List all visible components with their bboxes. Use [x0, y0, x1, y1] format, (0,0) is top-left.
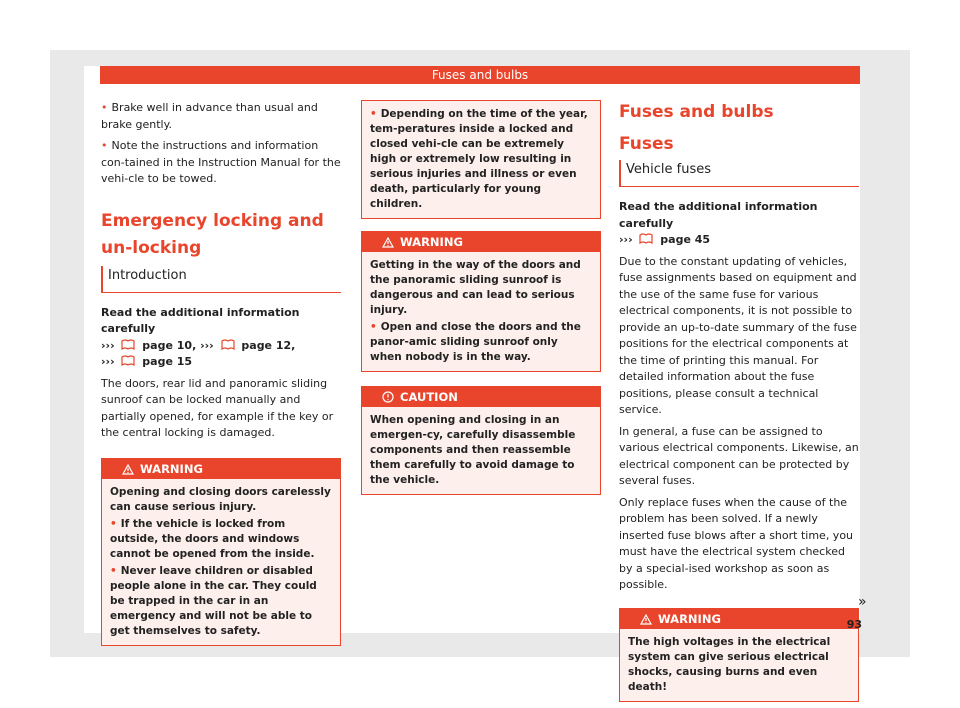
- warning-text: The high voltages in the electrical system can give serious electrical shocks, causing burns and even death!: [628, 635, 831, 693]
- read-more-label: Read the additional information carefully: [619, 200, 818, 230]
- body-paragraph: Only replace fuses when the cause of the problem has been solved. If a newly inserted fuse blows after a short time, you must have the electrical system checked by a special-ised workshop as soon as possible.: [619, 495, 854, 591]
- caution-box-body: [362, 407, 600, 494]
- warning-lead: Opening and closing doors carelessly can cause serious injury.: [110, 485, 331, 513]
- warning-box-continued: [361, 100, 601, 219]
- caution-circle-icon: [382, 391, 394, 403]
- warning-box-body: [362, 252, 600, 371]
- warning-title: WARNING: [658, 611, 721, 626]
- page-number: 93: [846, 618, 862, 631]
- warning-box-header: [102, 459, 340, 479]
- book-reference-icon: [121, 339, 135, 350]
- warning-box: [619, 608, 859, 702]
- section-heading: Fuses: [619, 134, 674, 154]
- chapter-header: Fuses and bulbs: [100, 66, 860, 84]
- column-middle: [361, 100, 601, 495]
- body-paragraph: In general, a fuse can be assigned to various electrical components. Likewise, an electrical component can be protected by several fuses.: [619, 424, 859, 487]
- warning-box-body: [620, 629, 858, 701]
- column-left: [101, 100, 341, 646]
- chapter-heading: Fuses and bulbs: [619, 102, 774, 122]
- continued-marker: »: [858, 594, 867, 610]
- ref-marker: ›››: [101, 355, 115, 368]
- body-paragraph: Due to the constant updating of vehicles, fuse assignments based on equipment and the use of the same fuse for various electrical components, it is not possible to provide an up-to-date summary of the fuse positions for the electrical components at the time of printing this manual. For detailed information about the fuse positions, please consult a technical service.: [619, 254, 857, 416]
- list-item: • Brake well in advance than usual and brake gently.: [101, 100, 341, 133]
- warning-box: [361, 231, 601, 372]
- book-reference-icon: [121, 355, 135, 366]
- warning-title: WARNING: [140, 461, 203, 476]
- list-item: • Note the instructions and information con-tained in the Instruction Manual for the vehi-cle to be towed.: [101, 138, 341, 188]
- warning-item: • Depending on the time of the year, tem-peratures inside a locked and closed vehi-cle can be extremely high or extremely low resulting in serious injuries and illness or even death, particularly for young children.: [370, 107, 592, 212]
- ref-marker: ›››: [101, 338, 115, 352]
- ref-marker: ›››: [619, 233, 633, 246]
- body-paragraph: The doors, rear lid and panoramic sliding sunroof can be locked manually and partially opened, for example if the key or the central locking is damaged.: [101, 376, 334, 439]
- book-reference-icon: [639, 233, 653, 244]
- warning-box-body: [362, 101, 600, 218]
- warning-box: [101, 458, 341, 646]
- warning-triangle-icon: [122, 464, 134, 475]
- page-reference-link[interactable]: page 45: [660, 233, 711, 246]
- page-reference-link[interactable]: page 15: [142, 355, 193, 368]
- warning-triangle-icon: [640, 614, 652, 625]
- page-reference-link[interactable]: page 10,: [142, 338, 197, 352]
- caution-box: [361, 386, 601, 495]
- column-right: [619, 100, 859, 702]
- read-more-label: Read the additional information carefully: [101, 305, 300, 335]
- warning-box-body: [102, 479, 340, 645]
- caution-box-header: [362, 387, 600, 407]
- read-more-note: [619, 199, 859, 249]
- caution-title: CAUTION: [400, 390, 458, 404]
- subsection-heading: Vehicle fuses: [619, 160, 859, 187]
- warning-title: WARNING: [400, 235, 463, 249]
- ref-marker: ›››: [200, 338, 214, 352]
- warning-item: • If the vehicle is locked from outside, the doors and windows cannot be opened from the inside.: [110, 517, 332, 562]
- warning-item: • Open and close the doors and the panor-amic sliding sunroof only when nobody is in the way.: [370, 320, 592, 365]
- read-more-note: [101, 305, 341, 371]
- warning-box-header: [620, 609, 858, 629]
- warning-box-header: [362, 232, 600, 252]
- warning-lead: Getting in the way of the doors and the panoramic sliding sunroof is dangerous and can lead to serious injury.: [370, 259, 581, 316]
- caution-text: When opening and closing in an emergen-cy, carefully disassemble components and then reassemble them carefully to avoid damage to the vehicle.: [370, 414, 576, 486]
- book-reference-icon: [221, 339, 235, 350]
- subsection-heading: Introduction: [101, 266, 341, 293]
- warning-triangle-icon: [382, 237, 394, 248]
- warning-item: • Never leave children or disabled people alone in the car. They could be trapped in the car in an emergency and will not be able to get themselves to safety.: [110, 564, 332, 639]
- section-heading: Emergency locking and un-locking: [101, 210, 324, 258]
- page-reference-link[interactable]: page 12,: [241, 338, 296, 352]
